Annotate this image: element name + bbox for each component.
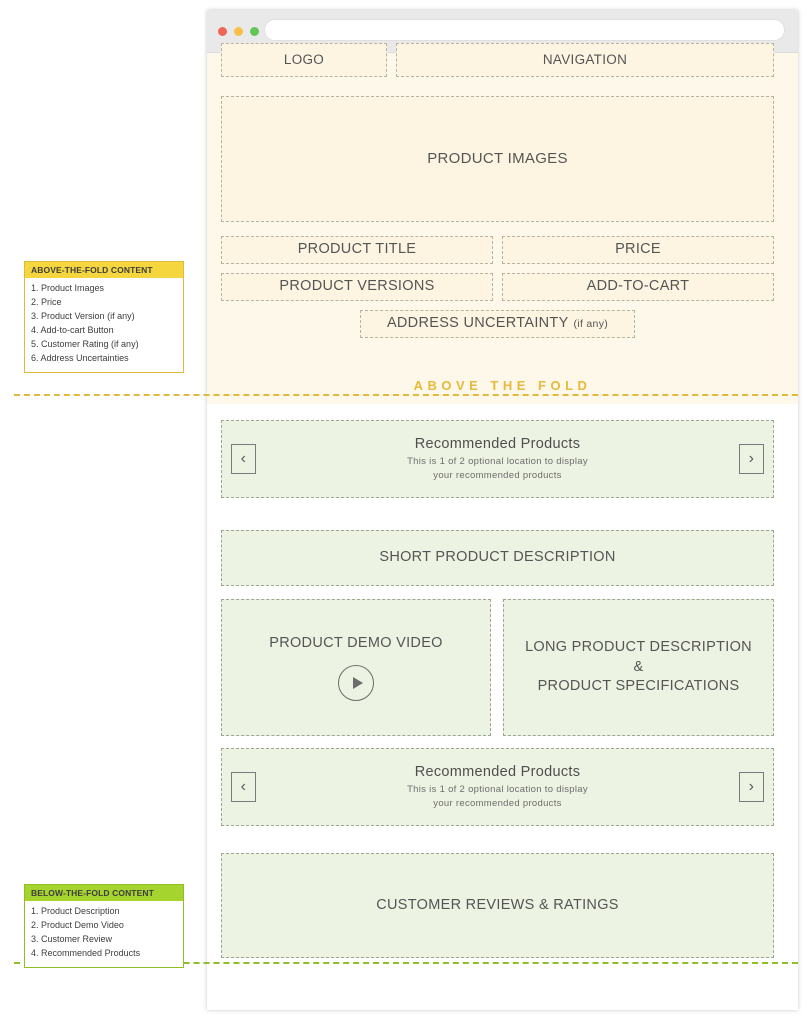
recommended-products-sub-line1-2: This is 1 of 2 optional location to display <box>407 784 588 796</box>
list-item: Customer Review <box>41 933 113 944</box>
browser-window <box>207 10 798 1010</box>
above-the-fold-marker: ABOVE THE FOLD <box>413 378 592 393</box>
recommended-products-carousel-top[interactable] <box>221 420 774 498</box>
maximize-icon[interactable] <box>250 27 259 36</box>
recommended-products-carousel-bottom[interactable] <box>221 748 774 826</box>
close-icon[interactable] <box>218 27 227 36</box>
callout-above-title: ABOVE-THE-FOLD CONTENT <box>25 262 183 278</box>
product-versions-placeholder[interactable] <box>221 273 493 301</box>
address-uncertainty-note: (if any) <box>573 317 609 330</box>
callout-above-list <box>25 278 183 372</box>
price-placeholder <box>502 236 774 264</box>
long-description-line3: PRODUCT SPECIFICATIONS <box>537 678 740 695</box>
product-images-label: PRODUCT IMAGES <box>427 149 568 167</box>
play-icon[interactable] <box>338 665 374 701</box>
product-title-label: PRODUCT TITLE <box>297 241 417 258</box>
logo-placeholder[interactable] <box>221 43 387 77</box>
list-item: Address Uncertainties <box>40 352 129 363</box>
long-description-line2: & <box>633 658 644 675</box>
customer-reviews-placeholder[interactable] <box>221 853 774 958</box>
callout-below-list <box>25 901 183 967</box>
add-to-cart-label: ADD-TO-CART <box>586 278 690 295</box>
list-item: Add-to-cart Button <box>40 324 114 335</box>
carousel-next-icon-2[interactable]: › <box>739 772 764 802</box>
play-triangle-icon <box>353 677 363 689</box>
callout-above-the-fold <box>24 261 184 373</box>
recommended-products-title: Recommended Products <box>414 436 581 453</box>
customer-reviews-label: CUSTOMER REVIEWS & RATINGS <box>376 896 619 913</box>
carousel-next-icon[interactable]: › <box>739 444 764 474</box>
address-uncertainty-label: ADDRESS UNCERTAINTY <box>386 315 569 332</box>
list-item: Recommended Products <box>41 947 141 958</box>
product-demo-video-placeholder[interactable] <box>221 599 491 736</box>
list-item: Price <box>41 296 62 307</box>
product-demo-video-label: PRODUCT DEMO VIDEO <box>269 635 443 652</box>
price-label: PRICE <box>615 241 661 258</box>
recommended-products-sub-line1: This is 1 of 2 optional location to display <box>407 456 588 468</box>
list-item: Product Description <box>41 906 120 916</box>
callout-below-the-fold <box>24 884 184 968</box>
window-controls <box>218 27 259 36</box>
recommended-products-sub-line2-2: your recommended products <box>433 797 562 809</box>
address-bar[interactable] <box>264 19 785 41</box>
long-description-line1: LONG PRODUCT DESCRIPTION <box>525 639 752 656</box>
list-item: Product Demo Video <box>41 919 124 930</box>
logo-label: LOGO <box>283 51 325 67</box>
navigation-label: NAVIGATION <box>542 51 628 67</box>
long-description-placeholder <box>503 599 774 736</box>
short-description-label: SHORT PRODUCT DESCRIPTION <box>379 549 616 566</box>
above-fold-divider <box>14 394 798 396</box>
address-uncertainty-placeholder <box>360 310 635 338</box>
minimize-icon[interactable] <box>234 27 243 36</box>
list-item: Product Version (if any) <box>41 310 135 321</box>
product-versions-label: PRODUCT VERSIONS <box>279 278 435 295</box>
callout-below-title: BELOW-THE-FOLD CONTENT <box>25 885 183 901</box>
list-item: Customer Rating (if any) <box>41 338 139 349</box>
carousel-prev-icon-2[interactable]: ‹ <box>231 772 256 802</box>
list-item: Product Images <box>41 283 105 293</box>
carousel-prev-icon[interactable]: ‹ <box>231 444 256 474</box>
product-title-placeholder <box>221 236 493 264</box>
navigation-placeholder[interactable] <box>396 43 774 77</box>
add-to-cart-placeholder[interactable] <box>502 273 774 301</box>
product-images-placeholder[interactable] <box>221 96 774 222</box>
recommended-products-sub-line2: your recommended products <box>433 469 562 481</box>
short-description-placeholder <box>221 530 774 586</box>
recommended-products-title-2: Recommended Products <box>414 764 581 781</box>
